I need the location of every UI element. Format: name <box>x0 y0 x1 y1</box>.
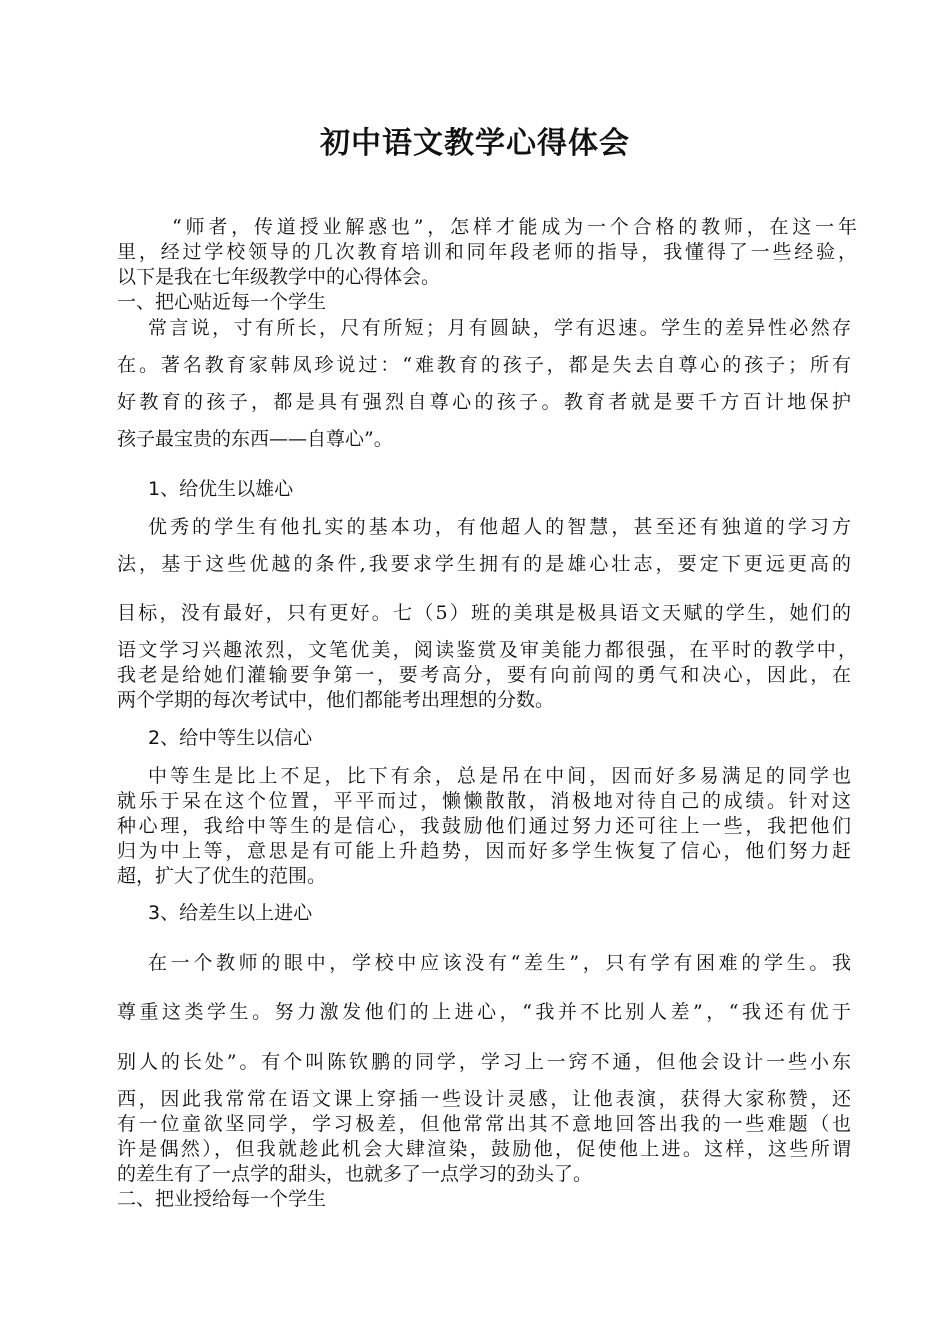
subheading: 1、给优生以雄心 <box>148 478 294 500</box>
paragraph-line: 好教育的孩子，都是具有强烈自尊心的孩子。教育者就是要千方百计地保护 <box>117 391 851 413</box>
paragraph-line: 以下是我在七年级教学中的心得体会。 <box>117 266 441 288</box>
paragraph-line: 优秀的学生有他扎实的基本功，有他超人的智慧，甚至还有独道的学习方 <box>148 516 851 538</box>
paragraph-line: 语文学习兴趣浓烈，文笔优美，阅读鉴赏及审美能力都很强，在平时的教学中， <box>117 639 857 661</box>
paragraph-line: 就乐于呆在这个位置，平平而过，懒懒散散，消极地对待自己的成绩。针对这 <box>117 790 851 812</box>
subheading: 3、给差生以上进心 <box>148 902 313 924</box>
paragraph-line: 在。著名教育家韩凤珍说过：“难教育的孩子，都是失去自尊心的孩子；所有 <box>117 354 851 376</box>
paragraph-line: 归为中上等，意思是有可能上升趋势，因而好多学生恢复了信心，他们努力赶 <box>117 840 851 862</box>
subheading: 2、给中等生以信心 <box>148 727 313 749</box>
paragraph-line: 在一个教师的眼中，学校中应该没有“差生”，只有学有困难的学生。我 <box>148 952 851 974</box>
paragraph-line: 超，扩大了优生的范围。 <box>117 865 327 887</box>
paragraph-line: 我老是给她们灌输要争第一，要考高分，要有向前闯的勇气和决心，因此，在 <box>117 664 851 686</box>
paragraph-line: 法，基于这些优越的条件,我要求学生拥有的是雄心壮志，要定下更远更高的 <box>117 553 851 575</box>
paragraph-line: 西，因此我常常在语文课上穿插一些设计灵感，让他表演，获得大家称赞，还 <box>117 1088 851 1110</box>
document-title: 初中语文教学心得体会 <box>320 126 630 161</box>
paragraph-line: 种心理，我给中等生的是信心，我鼓励他们通过努力还可往上一些，我把他们 <box>117 815 851 837</box>
paragraph-line: 常言说，寸有所长，尺有所短；月有圆缺，学有迟速。学生的差异性必然存 <box>148 317 851 339</box>
paragraph-line: 尊重这类学生。努力激发他们的上进心，“我并不比别人差”，“我还有优于 <box>117 1001 851 1023</box>
paragraph-line: 许是偶然），但我就趁此机会大肆渲染，鼓励他，促使他上进。这样，这些所谓 <box>117 1138 851 1160</box>
paragraph-line: 的差生有了一点学的甜头，也就多了一点学习的劲头了。 <box>117 1163 593 1185</box>
paragraph-line: “师者，传道授业解惑也”，怎样才能成为一个合格的教师，在这一年 <box>172 216 857 238</box>
paragraph-line: 别人的长处”。有个叫陈钦鹏的同学，学习上一窍不通，但他会设计一些小东 <box>117 1051 851 1073</box>
paragraph-line: 目标，没有最好，只有更好。七（5）班的美琪是极具语文天赋的学生，她们的 <box>117 602 851 624</box>
paragraph-line: 有一位童欲坚同学，学习极差，但他常常出其不意地回答出我的一些难题（也 <box>117 1113 851 1135</box>
paragraph-line: 两个学期的每次考试中，他们都能考出理想的分数。 <box>117 689 555 711</box>
section-heading: 一、把心贴近每一个学生 <box>117 291 327 313</box>
paragraph-line: 中等生是比上不足，比下有余，总是吊在中间，因而好多易满足的同学也 <box>148 765 851 787</box>
paragraph-line: 里，经过学校领导的几次教育培训和同年段老师的指导，我懂得了一些经验， <box>117 241 857 263</box>
paragraph-line: 孩子最宝贵的东西——自尊心”。 <box>117 428 393 450</box>
section-heading: 二、把业授给每一个学生 <box>117 1188 327 1210</box>
